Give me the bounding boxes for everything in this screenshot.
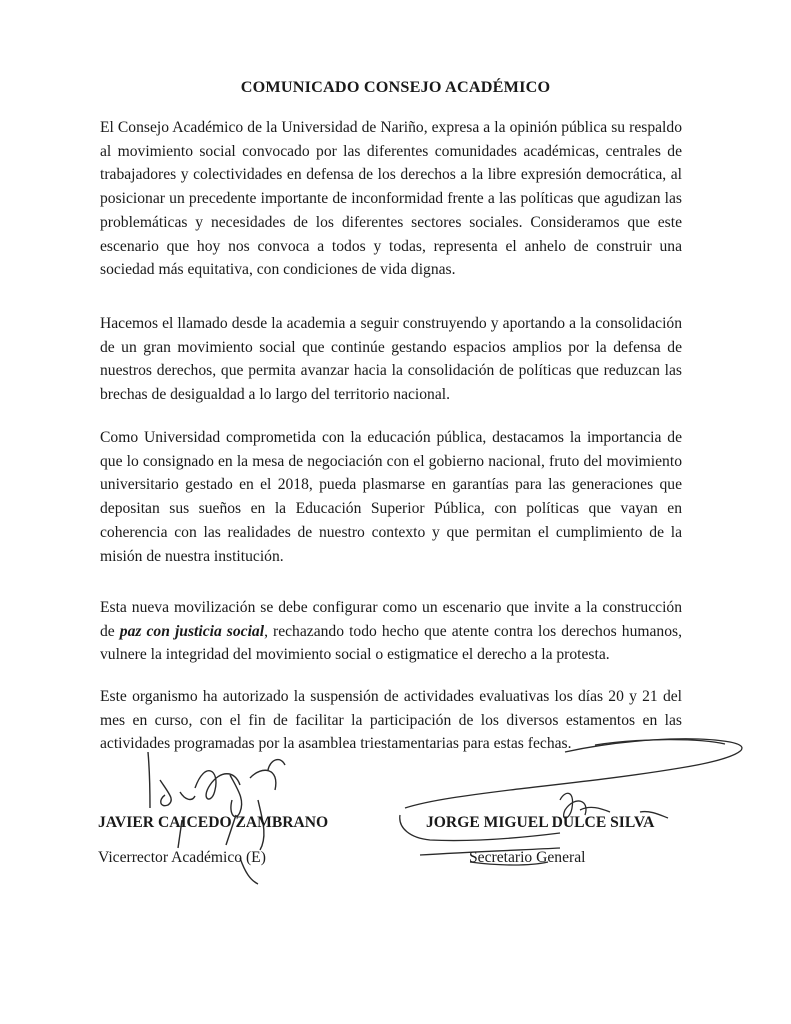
paragraph-peace-justice <box>100 596 682 667</box>
p4-text-after: , rechazando todo hecho que atente contra los derechos humanos, vulnere la integridad del movimiento social o estigmatice el derecho a la protesta. <box>100 622 682 664</box>
signatory-right-name: JORGE MIGUEL DULCE SILVA <box>426 814 655 831</box>
paragraph-suspension-notice: Este organismo ha autorizado la suspensión de actividades evaluativas los días 20 y 21 del mes en curso, con el fin de facilitar la participación de los diversos estamentos en las actividades programadas por la asamblea triestamentarias para estas fechas. <box>100 688 682 753</box>
paragraph-call-to-action: Hacemos el llamado desde la academia a seguir construyendo y aportando a la consolidación de un gran movimiento social que continúe gestando espacios amplios por la defensa de nuestros derechos, que permita avanzar hacia la consolidación de políticas que reduzcan las brechas de desigualdad a lo largo del territorio nacional. <box>100 315 682 404</box>
signatory-left-name: JAVIER CAICEDO ZAMBRANO <box>98 814 329 831</box>
signatory-right-role: Secretario General <box>469 849 586 866</box>
paragraph-support-statement: El Consejo Académico de la Universidad de Nariño, expresa a la opinión pública su respaldo al movimiento social convocado por las diferentes comunidades académicas, centrales de trabajadores y colectividades en defensa de los derechos a la libre expresión democrática, al posicionar un precedente importante de inconformidad frente a las políticas que agudizan las problemáticas y necesidades de los diferentes sectores sociales. Consideramos que este escenario que hoy nos convoca a todos y todas, representa el anhelo de construir una sociedad más equitativa, con condiciones de vida dignas. <box>100 119 682 279</box>
paragraph-public-education: Como Universidad comprometida con la educación pública, destacamos la importancia de que lo consignado en la mesa de negociación con el gobierno nacional, fruto del movimiento universitario gestado en el 2018, pueda plasmarse en garantías para las generaciones que depositan sus sueños en la Educación Superior Pública, con políticas que vayan en coherencia con las realidades de nuestro contexto y que permitan el cumplimiento de la misión de nuestra institución. <box>100 429 682 565</box>
p4-emphasis: paz con justicia social <box>119 622 265 640</box>
p4-text-before: Esta nueva movilización se debe configurar como un escenario que invite a la construcción de <box>100 599 682 640</box>
signatory-left-role: Vicerrector Académico (E) <box>98 849 266 866</box>
document-title: COMUNICADO CONSEJO ACADÉMICO <box>240 78 551 96</box>
